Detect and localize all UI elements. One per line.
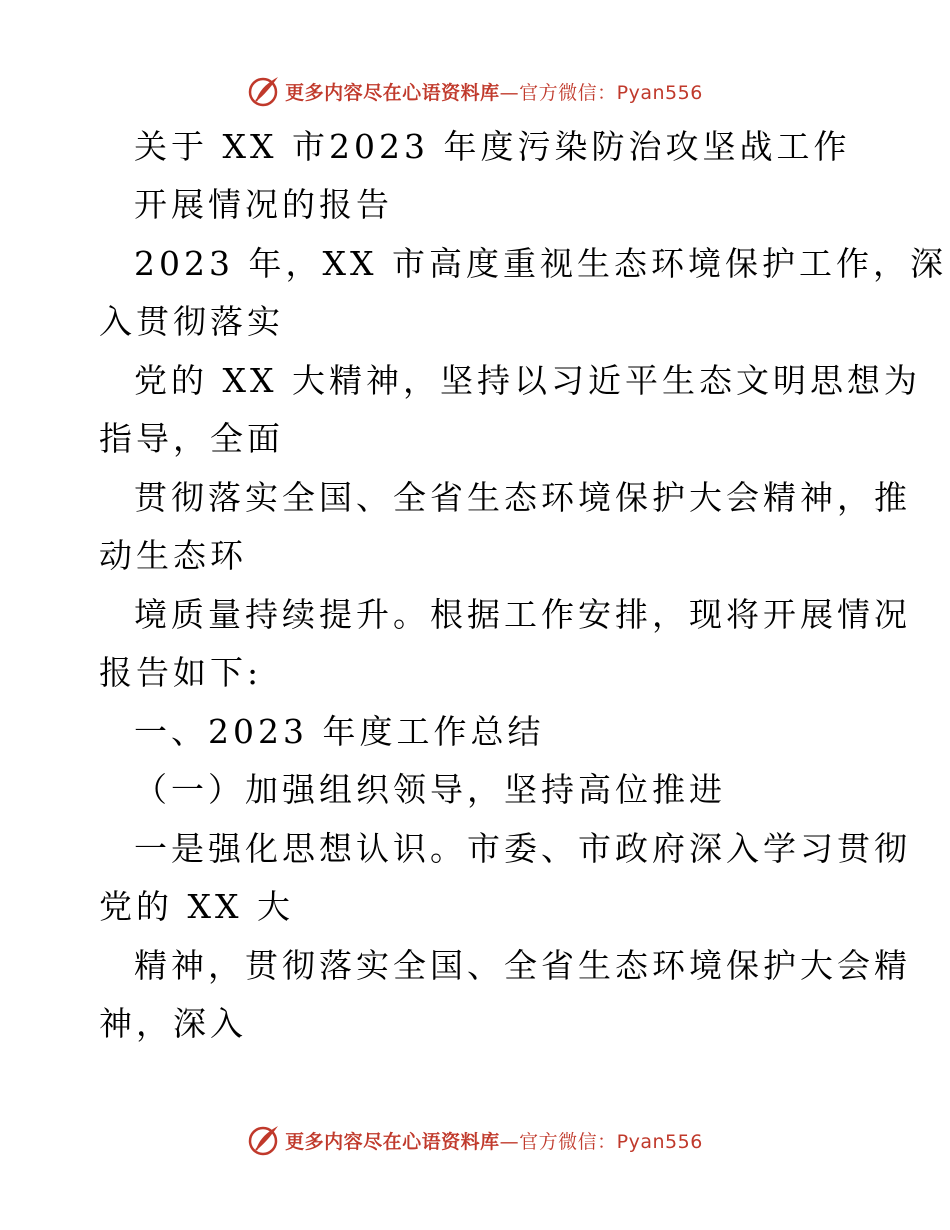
header-separator: — <box>499 81 520 104</box>
footer-banner <box>0 1120 950 1160</box>
section-heading: 一、2023 年度工作总结 <box>134 712 545 751</box>
footer-site-text: 更多内容尽在心语资料库 <box>285 1130 500 1153</box>
header-wechat-text: 官方微信：Pyan556 <box>519 81 703 104</box>
title-line-1: 关于 XX 市2023 年度污染防治攻坚战工作 <box>134 127 851 166</box>
footer-banner-text <box>285 1127 703 1154</box>
paragraph-line: 精神，贯彻落实全国、全省生态环境保护大会精 <box>134 946 911 985</box>
footer-wechat-text: 官方微信：Pyan556 <box>519 1130 703 1153</box>
paragraph-line: 入贯彻落实 <box>99 302 284 341</box>
footer-separator: — <box>499 1130 520 1153</box>
paragraph-line: 指导，全面 <box>99 419 284 458</box>
header-site-text: 更多内容尽在心语资料库 <box>285 81 500 104</box>
paragraph-line: 2023 年，XX 市高度重视生态环境保护工作，深 <box>134 244 947 283</box>
paragraph-line: 境质量持续提升。根据工作安排，现将开展情况 <box>134 595 911 634</box>
paragraph-line: 报告如下: <box>99 653 263 692</box>
title-line-2: 开展情况的报告 <box>134 185 393 224</box>
paragraph-line: 动生态环 <box>99 536 247 575</box>
paragraph-line: 党的 XX 大精神，坚持以习近平生态文明思想为 <box>134 361 921 400</box>
paragraph-line: 党的 XX 大 <box>99 887 294 926</box>
paragraph-line: 贯彻落实全国、全省生态环境保护大会精神，推 <box>134 478 911 517</box>
subsection-heading: （一）加强组织领导，坚持高位推进 <box>134 770 726 809</box>
quill-logo-icon <box>247 1123 281 1157</box>
paragraph-line: 一是强化思想认识。市委、市政府深入学习贯彻 <box>134 829 911 868</box>
paragraph-line: 神，深入 <box>99 1004 247 1043</box>
